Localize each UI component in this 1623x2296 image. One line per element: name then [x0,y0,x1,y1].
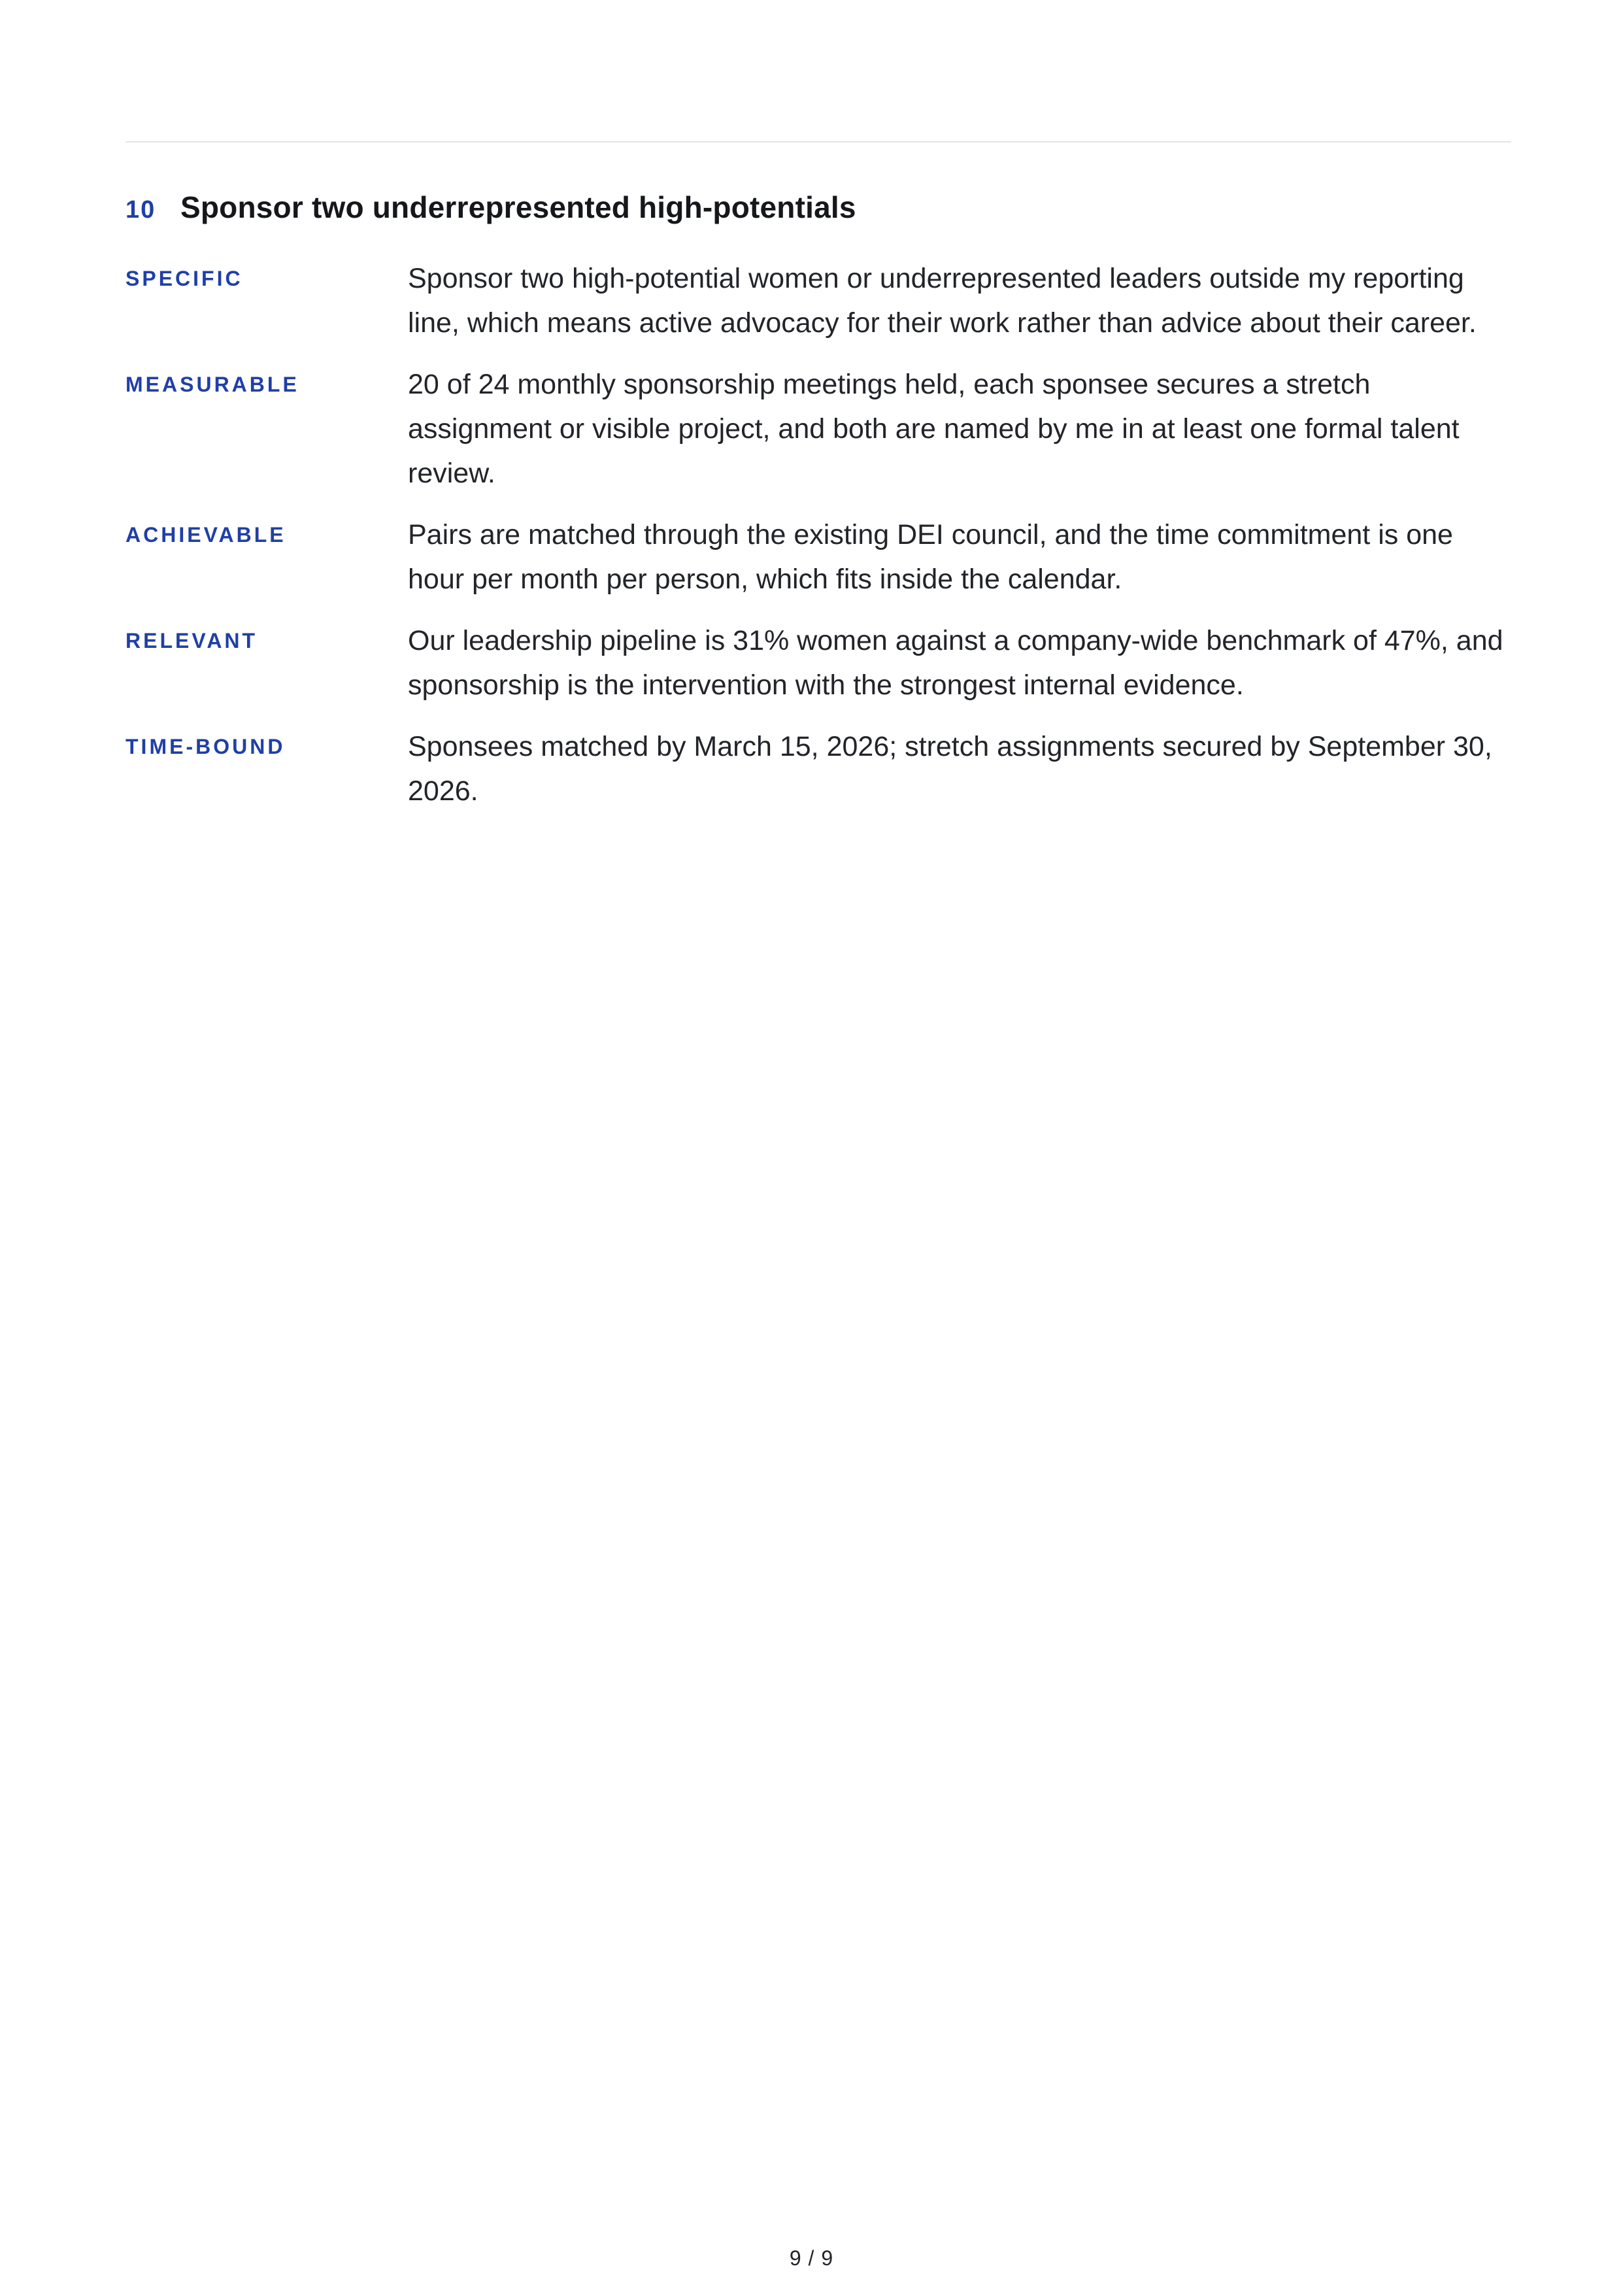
criterion-relevant [125,618,1511,707]
criterion-text: 20 of 24 monthly sponsorship meetings held, each sponsee secures a stretch assignment or visible project, and both are named by me in at least one formal talent review. [408,369,1460,489]
smart-criteria-list [125,256,1511,813]
criterion-label: MEASURABLE [125,373,299,396]
goal-number: 10 [125,196,156,224]
goal-section [125,190,1511,830]
criterion-text: Sponsor two high-potential women or underrepresented leaders outside my reporting line, which means active advocacy for their work rather than advice about their career. [408,263,1477,339]
criterion-achievable [125,513,1511,601]
top-divider [125,141,1511,143]
criterion-measurable [125,362,1511,496]
criterion-text: Our leadership pipeline is 31% women against a company-wide benchmark of 47%, and sponsorship is the intervention with the strongest internal evidence. [408,625,1503,701]
criterion-text: Pairs are matched through the existing DEI council, and the time commitment is one hour per month per person, which fits inside the calendar. [408,519,1453,595]
criterion-label: ACHIEVABLE [125,523,286,547]
criterion-time-bound [125,724,1511,813]
criterion-label: SPECIFIC [125,267,243,290]
criterion-text: Sponsees matched by March 15, 2026; stretch assignments secured by September 30, 2026. [408,731,1492,807]
page-number: 9 / 9 [789,2246,834,2270]
goal-title: Sponsor two underrepresented high-potentials [180,190,856,224]
criterion-label: RELEVANT [125,629,258,652]
goal-header [125,190,1511,237]
criterion-label: TIME-BOUND [125,735,286,758]
criterion-specific [125,256,1511,345]
